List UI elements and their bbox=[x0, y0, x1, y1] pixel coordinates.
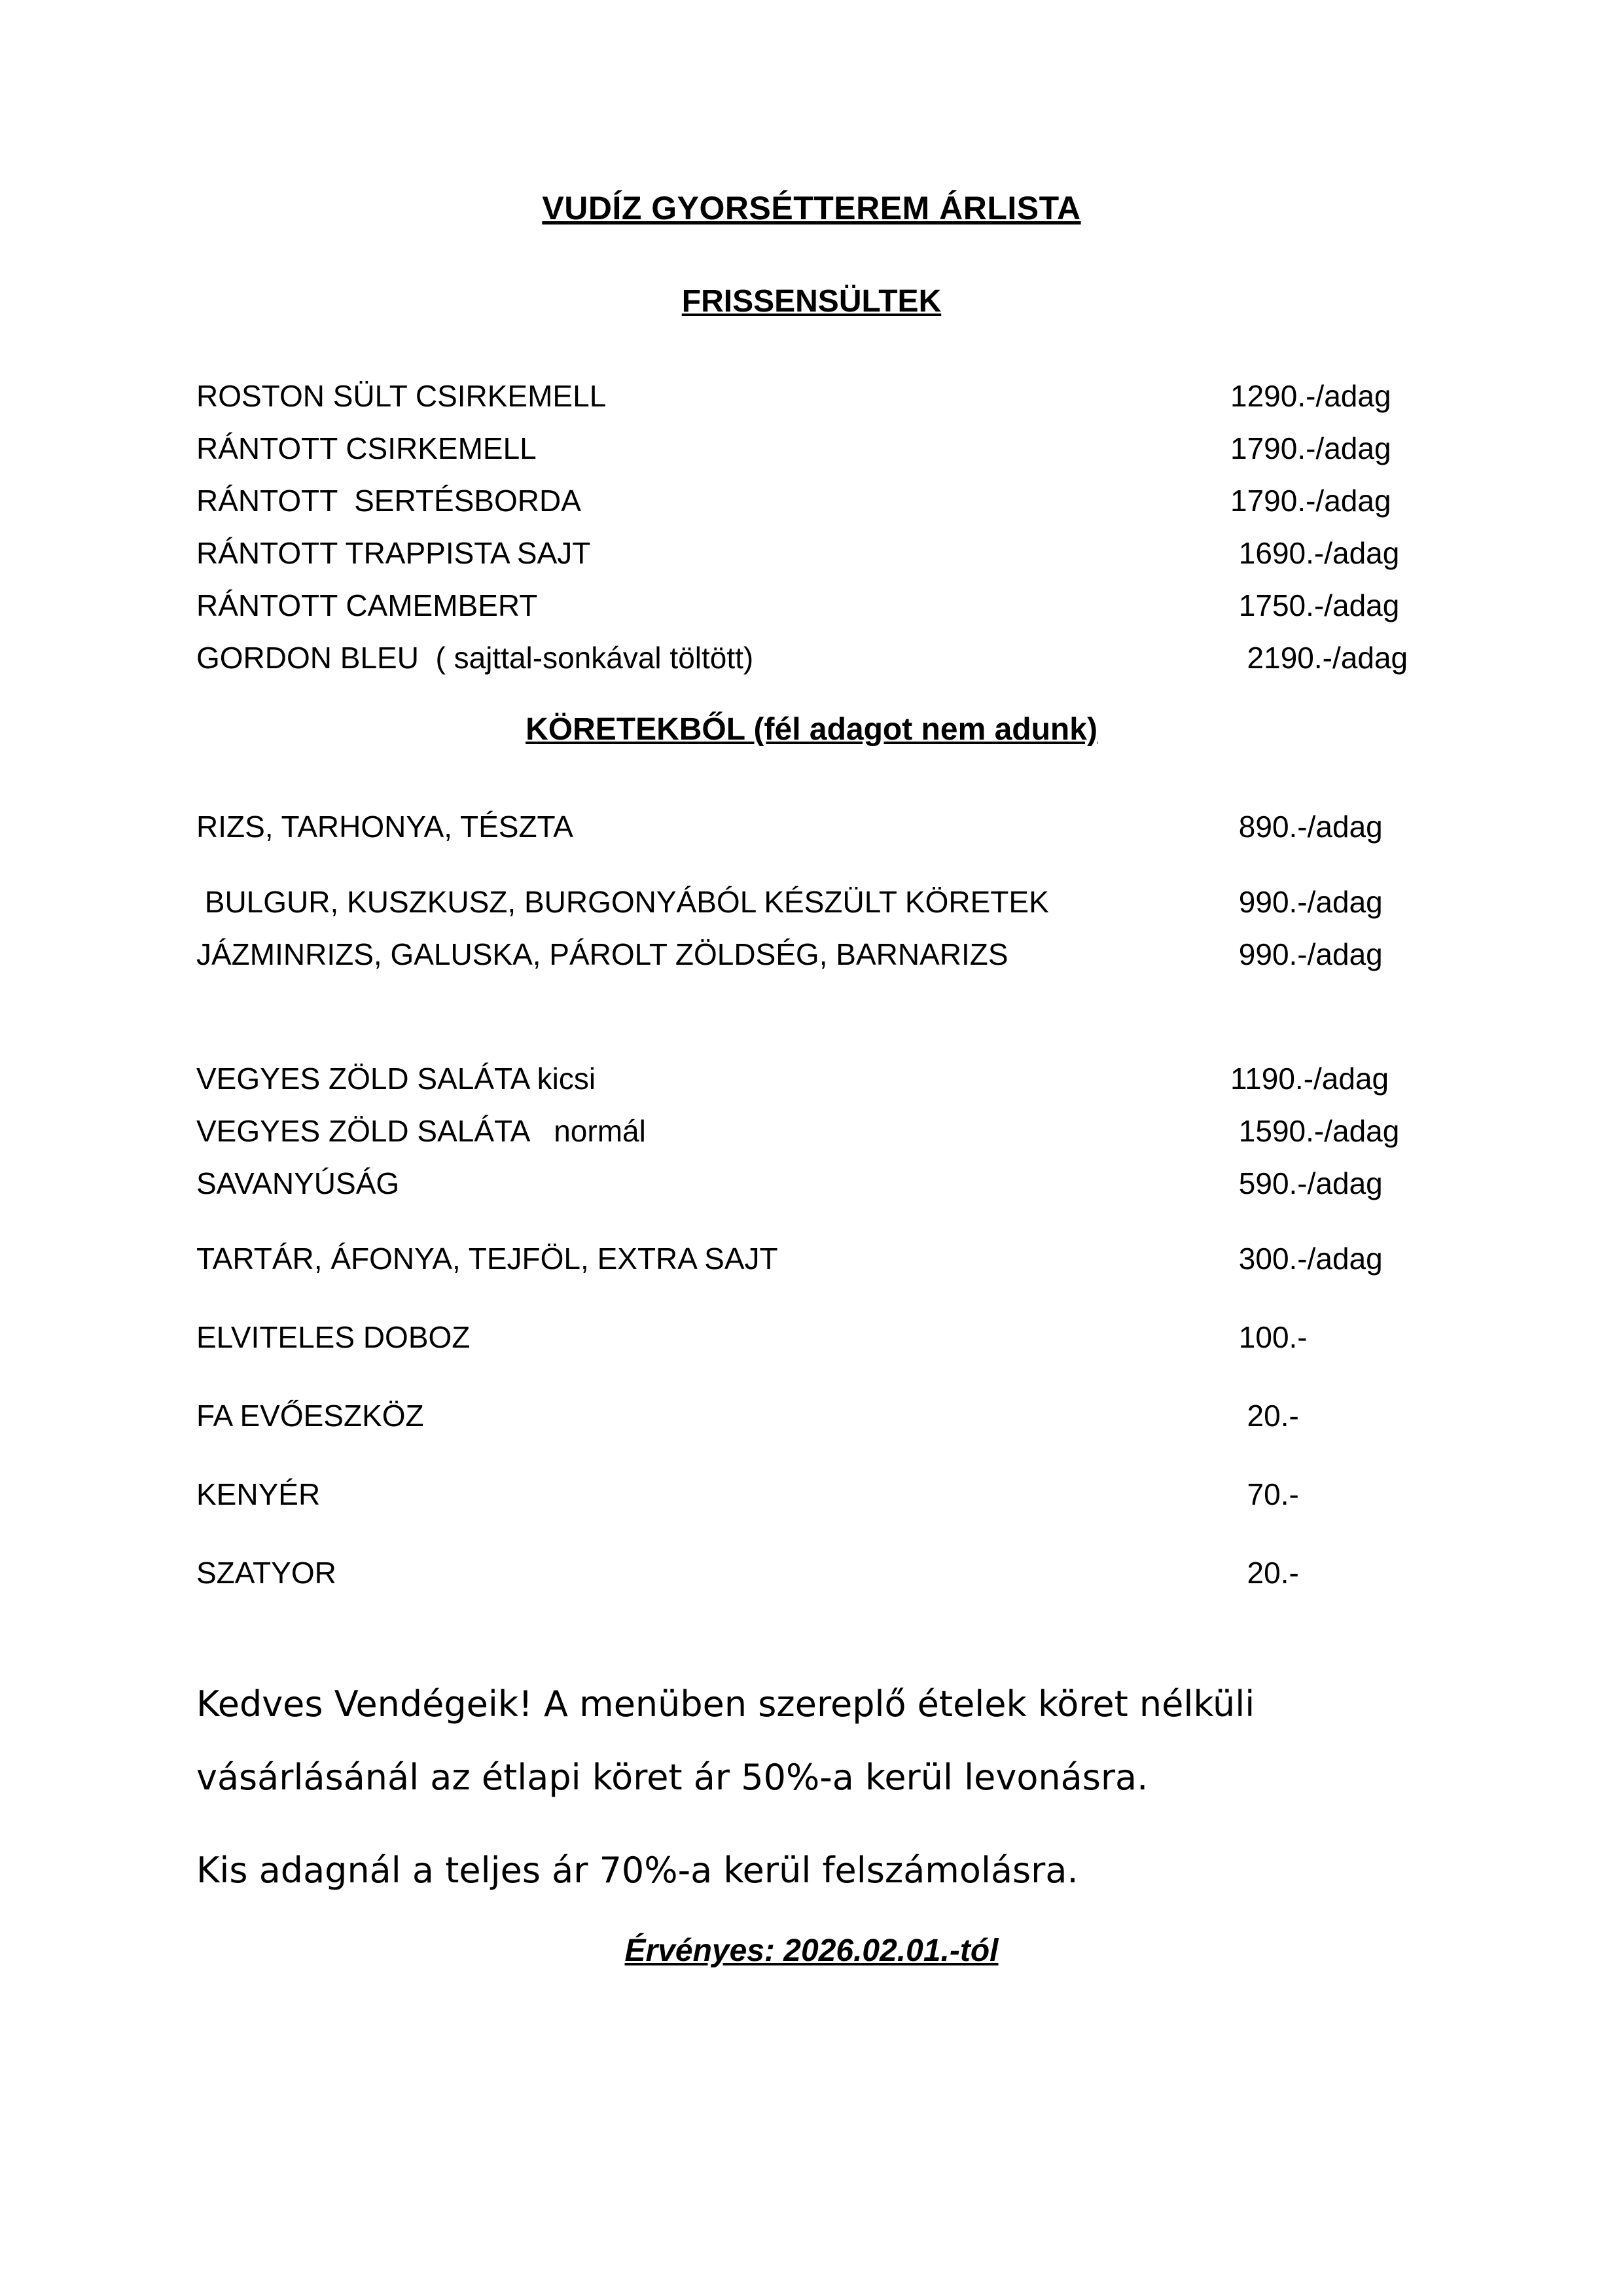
menu-item-label: RÁNTOTT SERTÉSBORDA bbox=[196, 484, 581, 518]
menu-item-price: 20.- bbox=[1230, 1556, 1299, 1590]
menu-item-price: 1690.-/adag bbox=[1230, 536, 1400, 570]
section-heading-frissensultek: FRISSENSÜLTEK bbox=[681, 284, 942, 319]
section-heading-koretek: KÖRETEKBŐL (fél adagot nem adunk) bbox=[526, 712, 1097, 747]
menu-item-label: SZATYOR bbox=[196, 1556, 336, 1590]
menu-item-label: ELVITELES DOBOZ bbox=[196, 1320, 471, 1354]
menu-row bbox=[196, 632, 1427, 684]
menu-row bbox=[196, 1311, 1427, 1363]
menu-item-price: 20.- bbox=[1230, 1399, 1299, 1433]
menu-row bbox=[196, 1105, 1427, 1157]
menu-item-label: RÁNTOTT TRAPPISTA SAJT bbox=[196, 536, 591, 570]
menu-item-price: 990.-/adag bbox=[1230, 937, 1383, 971]
menu-item-price: 1790.-/adag bbox=[1230, 484, 1391, 518]
menu-row bbox=[196, 1052, 1427, 1105]
menu-item-price: 70.- bbox=[1230, 1477, 1299, 1511]
note-small-portion: Kis adagnál a teljes ár 70%-a kerül felszámolásra. bbox=[196, 1850, 1079, 1891]
menu-item-price: 990.-/adag bbox=[1230, 885, 1383, 919]
menu-row bbox=[196, 1390, 1427, 1442]
menu-row bbox=[196, 800, 1427, 853]
menu-row bbox=[196, 370, 1427, 422]
menu-item-price: 100.- bbox=[1230, 1320, 1308, 1354]
menu-item-label: JÁZMINRIZS, GALUSKA, PÁROLT ZÖLDSÉG, BARNARIZS bbox=[196, 937, 1008, 971]
menu-item-price: 1290.-/adag bbox=[1230, 379, 1391, 413]
menu-item-price: 1190.-/adag bbox=[1230, 1062, 1389, 1096]
menu-row bbox=[196, 1157, 1427, 1210]
section-frissensultek bbox=[196, 370, 1427, 684]
menu-row bbox=[196, 928, 1427, 980]
menu-item-label: RÁNTOTT CAMEMBERT bbox=[196, 588, 538, 622]
menu-row bbox=[196, 1468, 1427, 1520]
menu-row bbox=[196, 1232, 1427, 1285]
menu-item-price: 1590.-/adag bbox=[1230, 1114, 1400, 1148]
menu-row bbox=[196, 579, 1427, 632]
menu-item-price: 2190.-/adag bbox=[1230, 641, 1408, 675]
menu-item-price: 890.-/adag bbox=[1230, 810, 1383, 844]
menu-item-label: BULGUR, KUSZKUSZ, BURGONYÁBÓL KÉSZÜLT KÖRETEK bbox=[196, 885, 1049, 919]
menu-item-label: KENYÉR bbox=[196, 1477, 321, 1511]
menu-item-label: RIZS, TARHONYA, TÉSZTA bbox=[196, 810, 573, 844]
menu-item-price: 1790.-/adag bbox=[1230, 431, 1391, 465]
menu-row bbox=[196, 527, 1427, 579]
validity-date: Érvényes: 2026.02.01.-tól bbox=[624, 1933, 999, 1968]
menu-item-price: 590.-/adag bbox=[1230, 1166, 1383, 1200]
page-title: VUDÍZ GYORSÉTTEREM ÁRLISTA bbox=[542, 190, 1081, 226]
menu-item-label: VEGYES ZÖLD SALÁTA kicsi bbox=[196, 1062, 596, 1096]
menu-item-price: 300.-/adag bbox=[1230, 1242, 1383, 1276]
menu-row bbox=[196, 876, 1427, 928]
menu-item-price: 1750.-/adag bbox=[1230, 588, 1400, 622]
menu-item-label: ROSTON SÜLT CSIRKEMELL bbox=[196, 379, 607, 413]
section-koretek bbox=[196, 800, 1427, 1599]
menu-row bbox=[196, 422, 1427, 475]
menu-item-label: TARTÁR, ÁFONYA, TEJFÖL, EXTRA SAJT bbox=[196, 1242, 778, 1276]
menu-item-label: FA EVŐESZKÖZ bbox=[196, 1399, 424, 1433]
menu-row bbox=[196, 1547, 1427, 1599]
notes-section bbox=[196, 1668, 1427, 1907]
menu-item-label: VEGYES ZÖLD SALÁTA normál bbox=[196, 1114, 646, 1148]
menu-item-label: SAVANYÚSÁG bbox=[196, 1166, 400, 1200]
note-menu-discount: Kedves Vendégeik! A menüben szereplő ételek köret nélküli vásárlásánál az étlapi köret ár 50%-a kerül levonásra. bbox=[196, 1683, 1266, 1798]
menu-item-label: GORDON BLEU ( sajttal-sonkával töltött) bbox=[196, 641, 754, 675]
menu-item-label: RÁNTOTT CSIRKEMELL bbox=[196, 431, 537, 465]
menu-row bbox=[196, 475, 1427, 527]
